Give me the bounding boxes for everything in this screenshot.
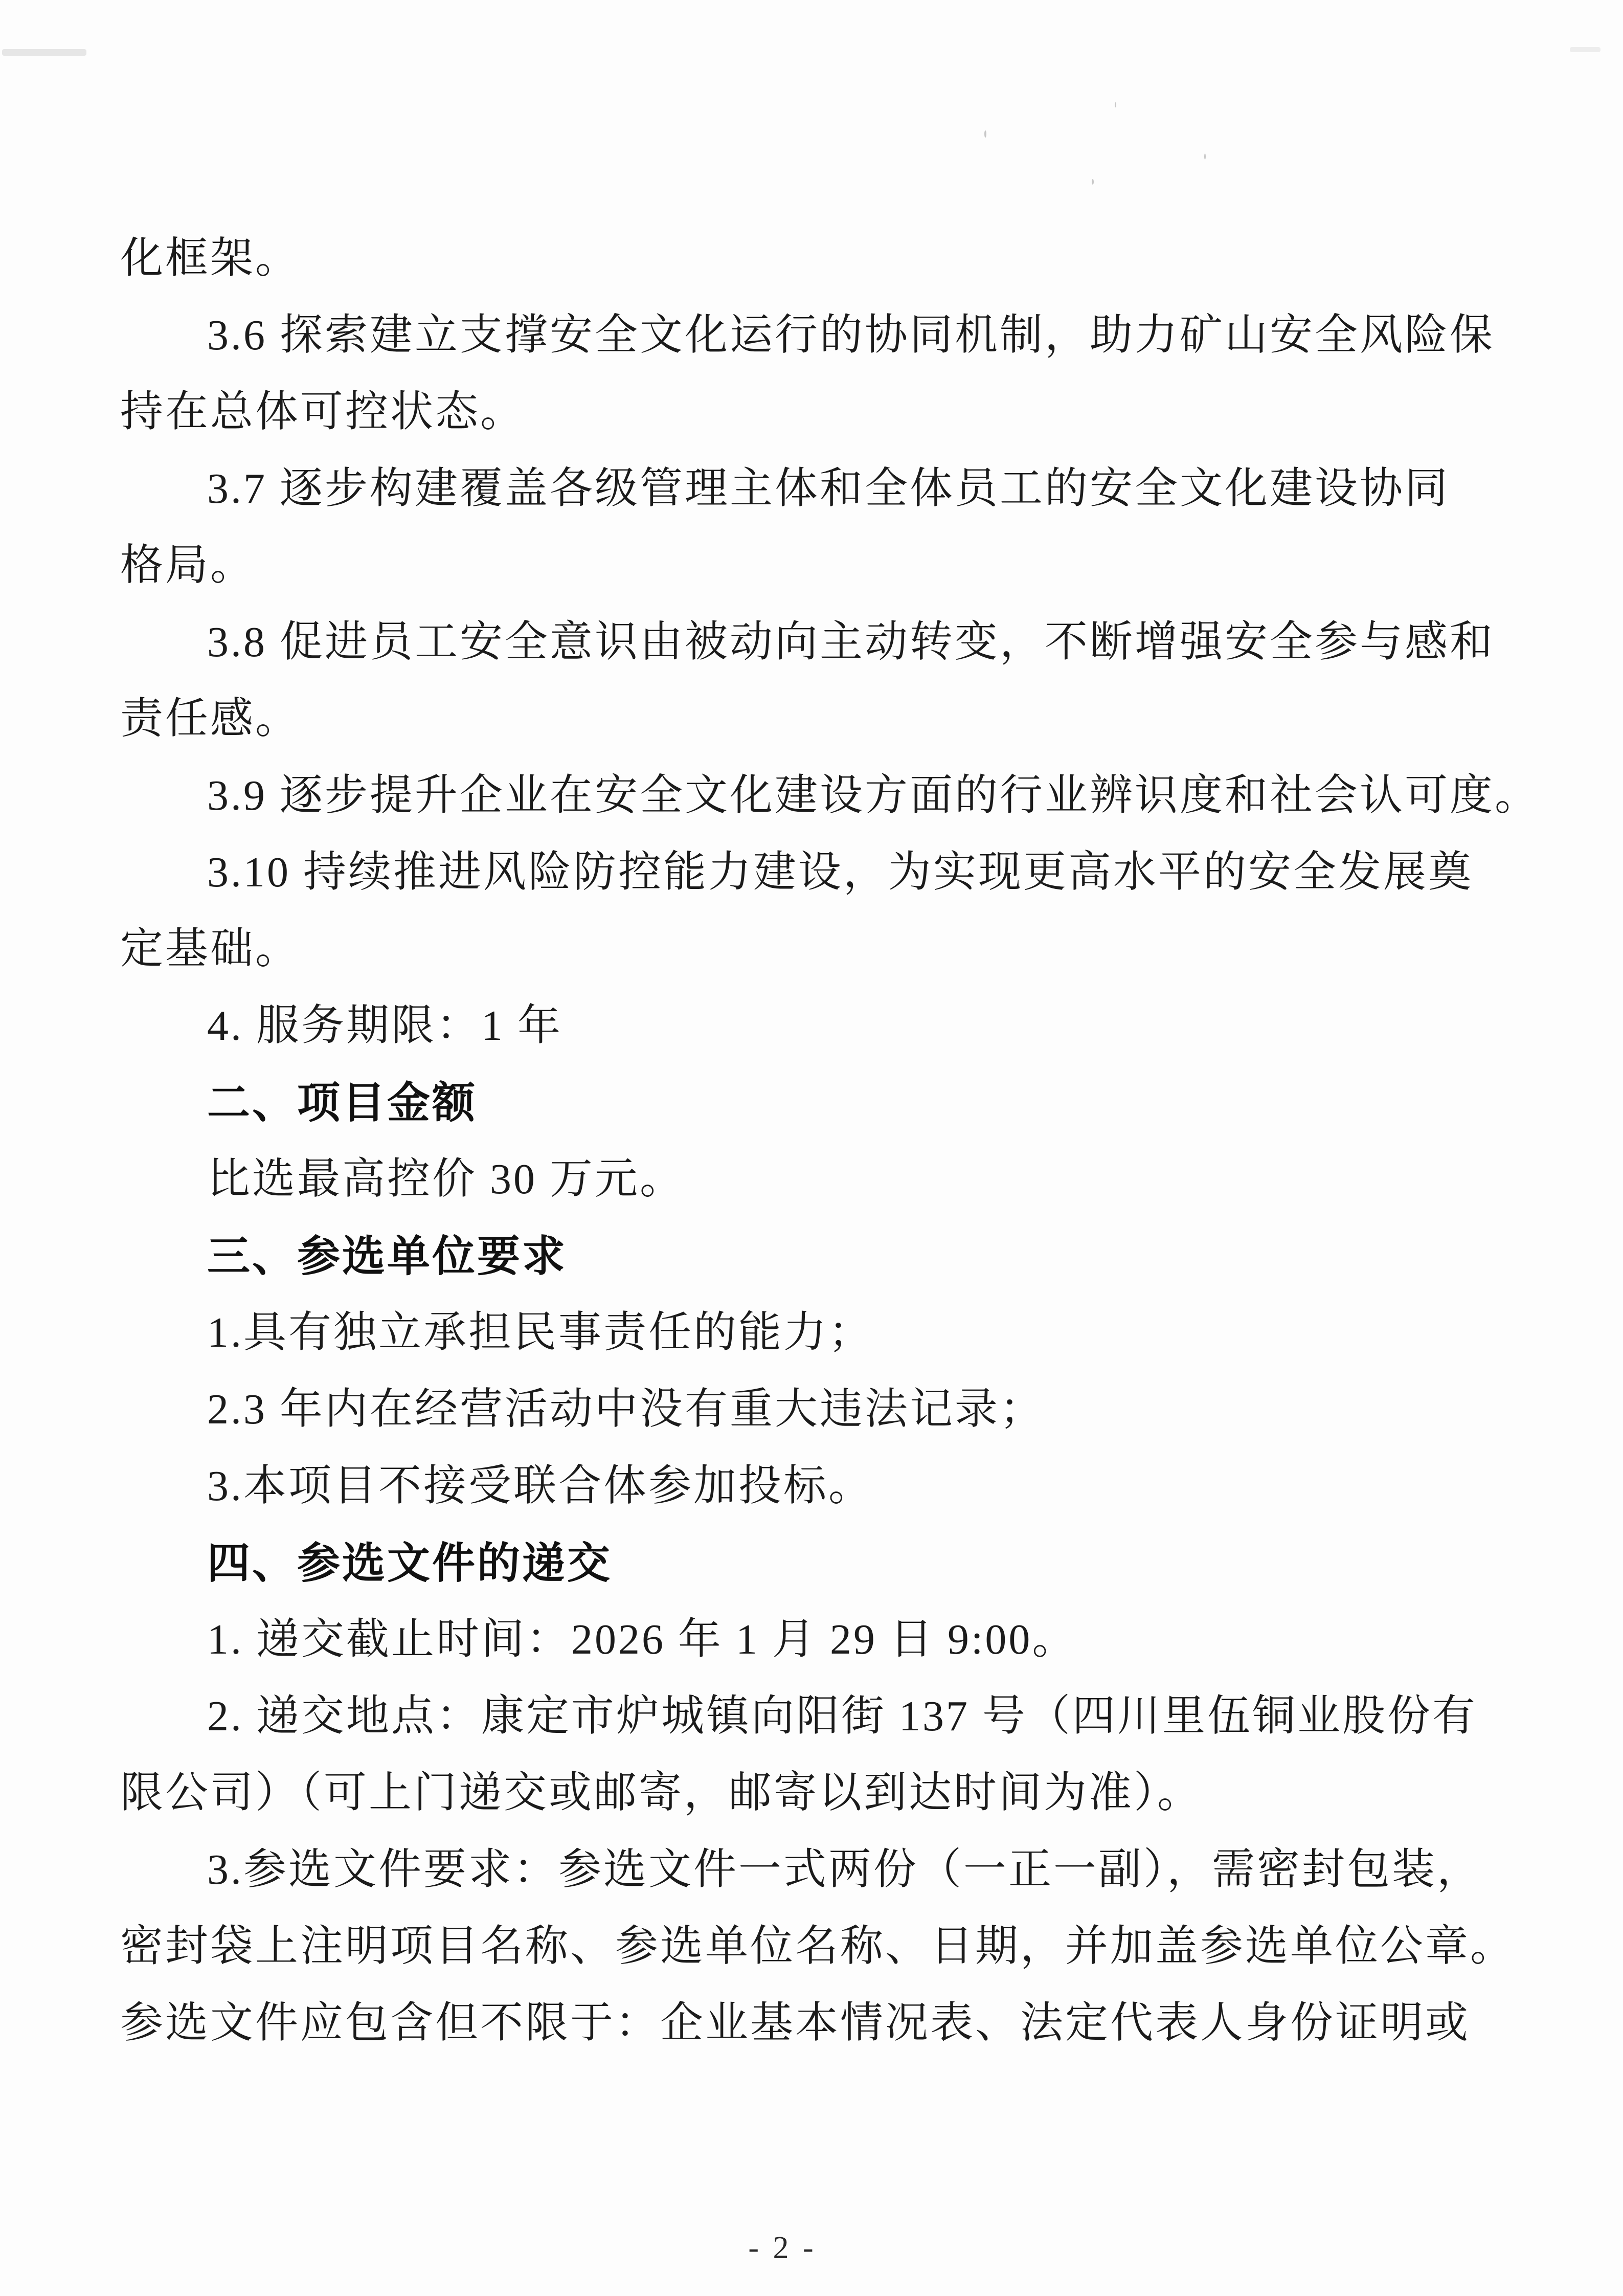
scan-speck (1115, 102, 1116, 107)
section-heading-line: 二、项目金额 (207, 1079, 478, 1127)
text-line: 3.7 逐步构建覆盖各级管理主体和全体员工的安全文化建设协同 (207, 465, 1450, 512)
text-line: 限公司）（可上门递交或邮寄，邮寄以到达时间为准）。 (120, 1769, 1203, 1817)
text-line: 3.本项目不接受联合体参加投标。 (207, 1462, 874, 1510)
text-line: 化框架。 (120, 235, 301, 282)
text-line: 1. 递交截止时间：2026 年 1 月 29 日 9:00。 (207, 1616, 1077, 1663)
text-line: 定基础。 (120, 925, 301, 973)
scan-speck (984, 130, 986, 138)
section-heading-line: 三、参选单位要求 (207, 1232, 568, 1280)
text-line: 持在总体可控状态。 (120, 388, 526, 436)
scan-speck (1204, 153, 1206, 160)
section-heading-line: 四、参选文件的递交 (207, 1539, 613, 1587)
document-content (120, 220, 1540, 2062)
text-line: 3.10 持续推进风险防控能力建设，为实现更高水平的安全发展奠 (207, 849, 1474, 896)
page-number: - 2 - (748, 2231, 817, 2265)
text-line: 责任感。 (120, 695, 301, 743)
text-line: 4. 服务期限：1 年 (207, 1002, 563, 1050)
text-line: 3.8 促进员工安全意识由被动向主动转变，不断增强安全参与感和 (207, 618, 1495, 666)
text-line: 比选最高控价 30 万元。 (207, 1155, 685, 1203)
text-line: 格局。 (120, 542, 256, 589)
text-line: 3.参选文件要求：参选文件一式两份（一正一副），需密封包装， (207, 1846, 1482, 1893)
text-line: 1.具有独立承担民事责任的能力； (207, 1309, 874, 1356)
text-line: 3.9 逐步提升企业在安全文化建设方面的行业辨识度和社会认可度。 (207, 772, 1540, 819)
scan-speck (1092, 179, 1094, 185)
text-line: 密封袋上注明项目名称、参选单位名称、日期，并加盖参选单位公章。 (120, 1923, 1516, 1970)
text-line: 2. 递交地点：康定市炉城镇向阳街 137 号（四川里伍铜业股份有 (207, 1692, 1478, 1740)
scan-artifact (1570, 47, 1601, 52)
text-line: 参选文件应包含但不限于：企业基本情况表、法定代表人身份证明或 (120, 1999, 1471, 2047)
scan-artifact (2, 49, 86, 56)
text-line: 2.3 年内在经营活动中没有重大违法记录； (207, 1386, 1045, 1433)
page-footer (0, 2230, 1565, 2266)
text-line: 3.6 探索建立支撑安全文化运行的协同机制，助力矿山安全风险保 (207, 311, 1495, 359)
